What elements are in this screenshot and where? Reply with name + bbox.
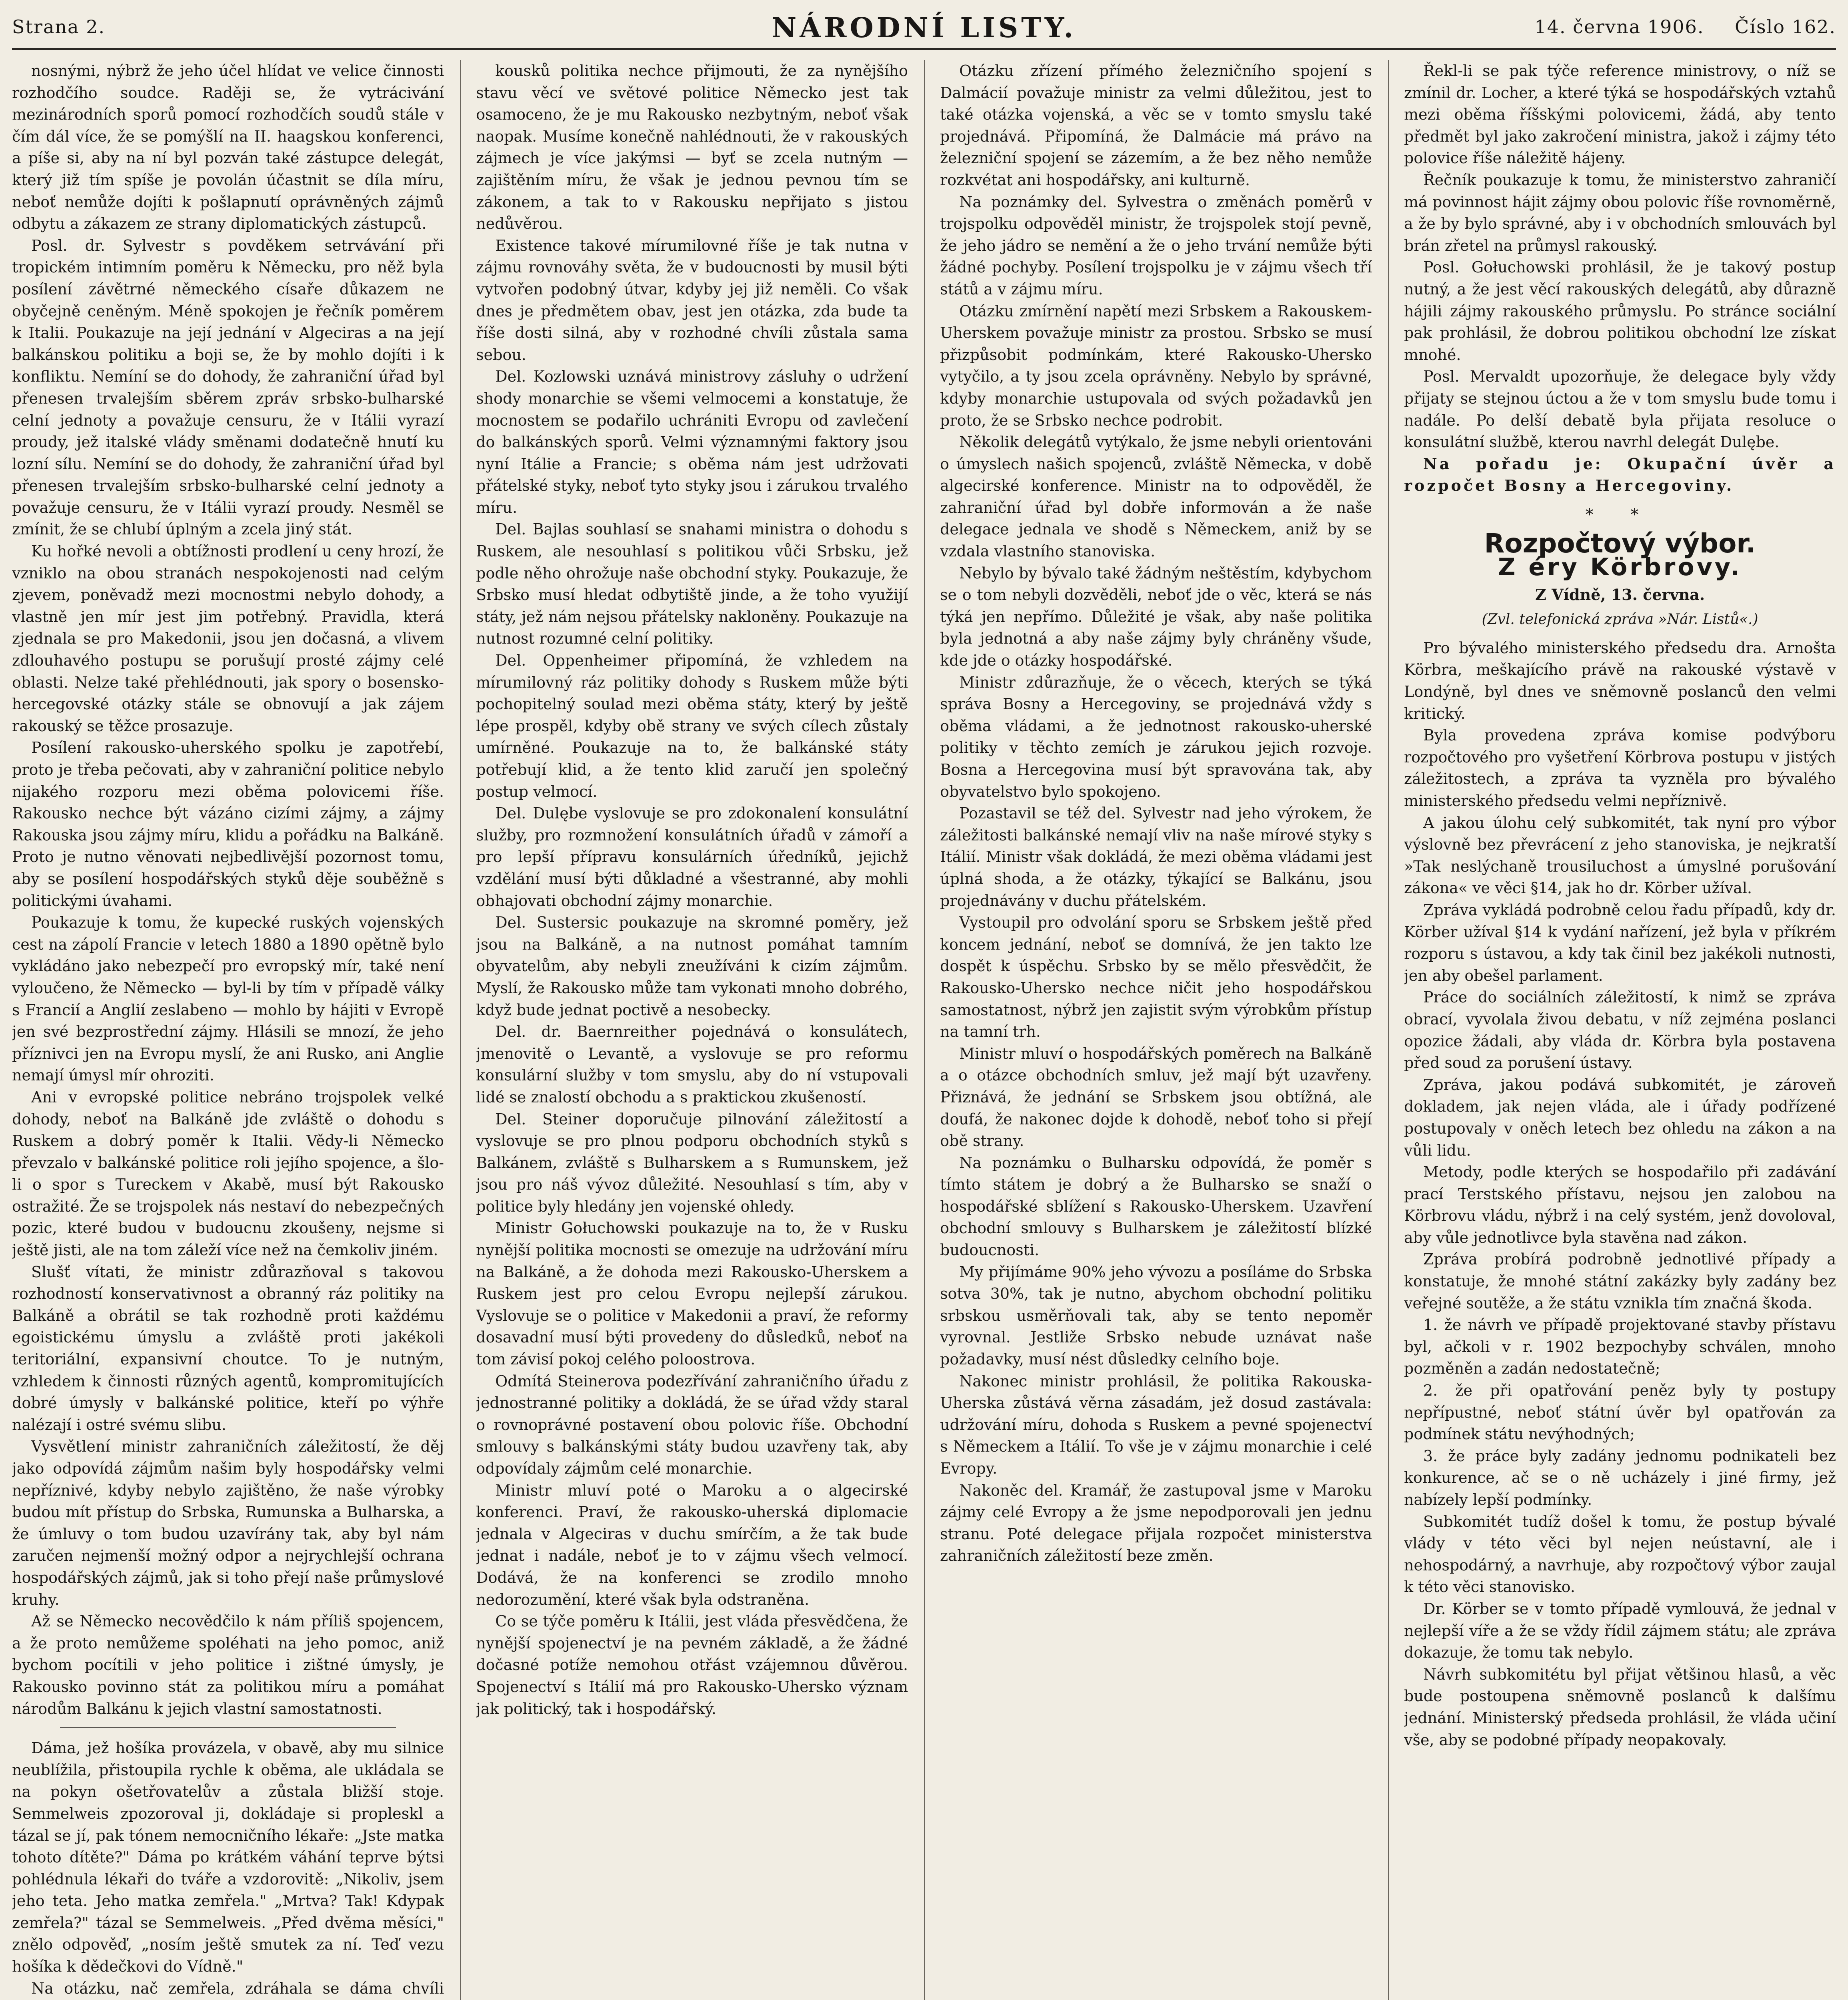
section-stars: * *	[1585, 505, 1655, 524]
article-paragraph: Co se týče poměru k Itálii, jest vláda přesvědčena, že nynější spojenectví je na pevném základě, a že žádné dočasné potíže nemohou otřást vzájemnou důvěrou. Spojenectví s Itálií má pro Rakousko-Uhersko význam jak politický, tak i hospodářský.	[476, 1612, 908, 1718]
article-paragraph: Byla provedena zpráva komise podvýboru rozpočtového pro vyšetření Körbrova postupu v jistých záležitostech, a zpráva ta vyzněla pro bývalého ministerského předsedu velmi nepříznivě.	[1404, 726, 1836, 810]
list-paragraph: 3. že práce byly zadány jednomu podnikateli bez konkurence, ač se o ně ucházely i jiné firmy, jež nabízely lepší podmínky.	[1404, 1447, 1836, 1508]
list-paragraph: 1. že návrh ve případě projektované stavby přístavu byl, ačkoli v r. 1902 bezpochyby schválen, mnoho pozměněn a zadán nedostatečně;	[1404, 1316, 1836, 1378]
article-paragraph: Ministr mluví o hospodářských poměrech na Balkáně a o otázce obchodních smluv, jež mají být uzavřeny. Přiznává, že jednání se Srbskem jsou obtížná, ale doufá, že nakonec dojde k dohodě, neboť toho si přejí obě strany.	[940, 1044, 1372, 1150]
article-paragraph: Na poznámky del. Sylvestra o změnách poměrů v trojspolku odpověděl ministr, že trojspolek stojí pevně, že jeho jádro se nemění a že o jeho trvání nemůže býti žádné pochyby. Posílení trojspolku je v zájmu všech tří států a v zájmu míru.	[940, 193, 1372, 298]
list-paragraph: 2. že při opatřování peněz byly ty postupy nepřípustné, neboť státní úvěr byl opatřován za podmínek státu nevýhodných;	[1404, 1382, 1836, 1443]
article-paragraph: nosnými, nýbrž že jeho účel hlídat ve velice činnosti rozhodčího soudce. Raději se, že vytrácivání mezinárodních sporů pomocí rozhodčích soudů stále v čím dál více, že se pomýšlí na II. haagskou konferenci, a píše si, aby na ní byl pozván také zástupce delegát, který již tím spíše je povolán účastnit se díla míru, neboť nemůže dojíti k pošlapnutí oprávněných zájmů odbytu a zákazem ze strany diplomatických zástupců.	[12, 62, 444, 233]
article-paragraph: Del. dr. Baernreither pojednává o konsulátech, jmenovitě o Levantě, a vyslovuje se pro reformu konsulární služby v tom smyslu, aby do ní vstupovali lidé se znalostí obchodu a s praktickou zkušeností.	[476, 1023, 908, 1106]
article-paragraph: Posl. dr. Sylvestr s povděkem setrvávání při tropickém intimním poměru k Německu, pro něž byla posílení závětrné německého císaře důkazem ne obyčejně ceněným. Méně spokojen je řečník poměrem k Italii. Poukazuje na její jednání v Algeciras a na její balkánskou politiku a boji se, že by mohlo dojíti i k konfliktu. Nemíní se do dohody, že zahraniční úřad byl přenesen trvalejším sběrem zpráv srbsko-bulharské celní jednoty a považuje censuru, že v Itálii vyrazí proudy, jež italské vlády směnami dodatečně hnutí ku lozní sílu. Nemíní se do dohody, že zahraniční úřad byl přenesen trvalejším srbsko-bulharské celní jednoty a považuje censuru, že v Itálii vyrazí proudy. Nesměl se zmínit, že se chlubí úplným a zcela jiný stát.	[12, 236, 444, 538]
article-paragraph: Del. Kozlowski uznává ministrovy zásluhy o udržení shody monarchie se všemi velmocemi a konstatuje, že mocnostem se podařilo uchrániti Evropu od zavlečení do balkánských sporů. Velmi významnými faktory jsou nyní Itálie a Francie; s oběma nám jest udržovati přátelské styky, neboť tyto styky jsou i zárukou trvalého míru.	[476, 368, 908, 516]
article-paragraph: Metody, podle kterých se hospodařilo při zadávání prací Terstského přístavu, nejsou jen zalobou na Körbrovu vládu, nýbrž i na celý systém, jenž dovoloval, aby vůle jednotlivce byla stavěna nad zákon.	[1404, 1163, 1836, 1246]
article-paragraph: Otázku zřízení přímého železničního spojení s Dalmácií považuje ministr za velmi důležitou, jest to také otázka vojenská, a věc se v tomto smyslu také projednává. Připomíná, že Dalmácie má právo na železniční spojení se zázemím, a že bez něho nemůže rozkvétat ani hospodářsky, ani kulturně.	[940, 62, 1372, 189]
article-paragraph: Poukazuje k tomu, že kupecké ruských vojenských cest na zápolí Francie v letech 1880 a 1890 opětně bylo vykládáno jako nebezpečí pro evropský mír, také není vyloučeno, že Německo — byl-li by tím v případě války s Francií a Anglií zeslabeno — mohlo by hájiti v Evropě jen své bezprostřední zájmy. Hlásili se mnozí, že jeho příznivci jen na Evropu myslí, že ani Rusko, ani Anglie nemají úmysl mír ohroziti.	[12, 914, 444, 1084]
feuilleton-paragraph: Na otázku, nač zemřela, zdráhala se dáma chvíli	[31, 1979, 444, 1997]
article-paragraph: Del. Oppenheimer připomíná, že vzhledem na mírumilovný ráz politiky dohody s Ruskem může býti pochopitelný soulad mezi oběma státy, který by ještě lépe prospěl, kdyby obě strany ve svých cílech zůstaly umírněné. Poukazuje na to, že balkánské státy potřebují klid, a že tento klid zaručí jen společný postup velmocí.	[476, 652, 908, 800]
column-rule	[1388, 60, 1389, 2000]
column-4	[1404, 60, 1836, 2000]
article-paragraph: Nakonec ministr prohlásil, že politika Rakouska-Uherska zůstává věrna zásadám, jež dosud zastávala: udržování míru, dohoda s Ruskem a pevné spojenectví s Německem a Itálií. To vše je v zájmu monarchie i celé Evropy.	[940, 1372, 1372, 1477]
article-paragraph: Del. Bajlas souhlasí se snahami ministra o dohodu s Ruskem, ale nesouhlasí s politikou vůči Srbsku, jež podle něho ohrožuje naše obchodní styky. Poukazuje, že Srbsko musí hledat odbytiště jinde, a že toho využijí státy, jež nám nejsou přátelsky nakloněny. Poukazuje na nutnost rozumné celní politiky.	[476, 520, 908, 648]
article-paragraph: A jakou úlohu celý subkomitét, tak nyní pro výbor výslovně bez převrácení z jeho stanoviska, je nejkratší »Tak neslýchaně trousiluchost a úmyslné porušování zákona« ve věci §14, jak ho dr. Körber užíval.	[1404, 814, 1836, 897]
article-paragraph: Práce do sociálních záležitostí, k nimž se zpráva obrací, vyvolala živou debatu, v níž zejména poslanci opozice žádali, aby vláda dr. Körbra byla postavena před soud za porušení ústavy.	[1404, 988, 1836, 1072]
article-paragraph: Zpráva probírá podrobně jednotlivé případy a konstatuje, že mnohé státní zakázky byly zadány bez veřejné soutěže, a že státu vznikla tím značná škoda.	[1404, 1250, 1836, 1312]
article-paragraph: Del. Sustersic poukazuje na skromné poměry, jež jsou na Balkáně, a na nutnost pomáhat tamním obyvatelům, aby nebyli zneužíváni k cizím zájmům. Myslí, že Rakousko může tam vykonati mnoho dobrého, když bude jednat poctivě a nesobecky.	[476, 914, 908, 1019]
article-paragraph: kousků politika nechce přijmouti, že za nynějšího stavu věcí ve světové politice Německo jest tak osamoceno, že je mu Rakousko nezbytným, neboť však naopak. Musíme konečně nahlédnouti, že v rakouských zájmech je více jakýmsi — byť se zcela nutným — zajištěním míru, že však je jednou pevnou tím se zákonem, a tak to v Rakousku nepřijato s jistou nedůvěrou.	[476, 62, 908, 233]
column-rule	[924, 60, 925, 2000]
article-paragraph: Ministr zdůrazňuje, že o věcech, kterých se týká správa Bosny a Hercegoviny, se projednává vždy s oběma vládami, a že jednotnost rakousko-uherské politiky v těchto zemích je zárukou jejich rozvoje. Bosna a Hercegovina musí být spravována tak, aby obyvatelstvo bylo spokojeno.	[940, 673, 1372, 800]
article-paragraph: Slušť vítati, že ministr zdůrazňoval s takovou rozhodností konservativnost a obranný ráz politiky na Balkáně a obrátil se tak rozhodně proti každému egoistickému úmyslu a zvláště proti jakékoli teritoriální, expansivní choutce. To je nutným, vzhledem k činnosti různých agentů, kompromitujících dobré úmysly v balkánské politice, kteří po výhře nalézají i ostré svému slibu.	[12, 1263, 444, 1434]
article-paragraph: Pro bývalého ministerského předsedu dra. Arnošta Körbra, meškajícího právě na rakouské výstavě v Londýně, byl dnes ve sněmovně poslanců den velmi kritický.	[1404, 639, 1836, 722]
article-paragraph: Řečník poukazuje k tomu, že ministerstvo zahraničí má povinnost hájit zájmy obou polovic říše rovnoměrně, a že by bylo správné, aby i v obchodních smlouvách byl brán zřetel na průmysl rakouský.	[1404, 171, 1836, 254]
article-paragraph: Několik delegátů vytýkalo, že jsme nebyli orientováni o úmyslech našich spojenců, zvláště Německa, v době algecirské konference. Ministr na to odpověděl, že zahraniční úřad byl dobře informován a že naše delegace jednala ve shodě s Německem, aniž by se vzdala vlastního stanoviska.	[940, 433, 1372, 560]
column-1	[12, 60, 444, 2000]
issue-date: 14. června 1906.	[1534, 16, 1704, 38]
article-paragraph: Vystoupil pro odvolání sporu se Srbskem ještě před koncem jednání, neboť se domnívá, že jen takto lze dospět k úspěchu. Srbsko by se mělo přesvědčit, že Rakousko-Uhersko nechce ničit jeho hospodářskou samostatnost, nýbrž jen zajistit svým výrobkům přístup na tamní trh.	[940, 914, 1372, 1041]
article-paragraph: Otázku zmírnění napětí mezi Srbskem a Rakouskem-Uherskem považuje ministr za prostou. Srbsko se musí přizpůsobit podmínkám, které Rakousko-Uhersko vytyčilo, a ty jsou zcela oprávněny. Nebylo by správné, kdyby monarchie ustupovala od svých požadavků jen proto, že se Srbsko nechce podrobit.	[940, 302, 1372, 429]
agenda-line: Na pořadu je: Okupační úvěr a rozpočet Bosny a Hercegoviny.	[1404, 454, 1836, 495]
article-paragraph: Na poznámku o Bulharsku odpovídá, že poměr s tímto státem je dobrý a že Bulharsko se snaží o hospodářské sblížení s Rakousko-Uherskem. Uzavření obchodní smlouvy s Bulharskem je záležitostí blízké budoucnosti.	[940, 1154, 1372, 1259]
article-paragraph: Zpráva, jakou podává subkomitét, je zároveň dokladem, jak nejen vláda, ale i úřady podřízené postupovaly v oněch letech bez ohledu na zákon a na vůli lidu.	[1404, 1076, 1836, 1159]
page-label: Strana 2.	[12, 16, 105, 38]
article-paragraph: Posl. Mervaldt upozorňuje, že delegace byly vždy přijaty se stejnou úctou a že v tom smyslu bude tomu i nadále. Po delší debatě byla přijata resoluce o konsulátní službě, kterou navrhl delegát Dulębe.	[1404, 368, 1836, 451]
article-paragraph: Subkomitét tudíž došel k tomu, že postup bývalé vlády v této věci byl nejen neústavní, ale i nehospodárný, a navrhuje, aby rozpočtový výbor zaujal k této věci stanovisko.	[1404, 1512, 1836, 1596]
article-paragraph: Až se Německo necovědčilo k nám příliš spojencem, a že proto nemůžeme spoléhati na jeho pomoc, aniž bychom pocítili v jeho politice i zištné úmysly, je Rakousko povinno stát za politikou míru a pomáhat národům Balkánu k jejich vlastní samostatnosti.	[12, 1612, 444, 1718]
column-rule	[460, 60, 461, 2000]
feuilleton-paragraph: Dáma, jež hošíka provázela, v obavě, aby mu silnice neublížila, přistoupila rychle k oběma, ale ukládala se na pokyn ošetřovatelův a zůstala bližší stoje. Semmelweis zpozoroval ji, dokládaje si propleskl a tázal se jí, pak tónem nemocničního lékaře: „Jste matka tohoto dítěte?" Dáma po krátkém váhání teprve býtsi pohlédnula lékaři do tváře a vzdorovitě: „Nikoliv, jsem jeho teta. Jeho matka zemřela." „Mrtva? Tak! Kdypak zemřela?" tázal se Semmelweis. „Před dvěma měsíci," znělo odpověď, „nosím ještě smutek za ní. Teď vezu hošíka k dědečkovi do Vídně."	[12, 1739, 444, 1976]
column-3	[940, 60, 1372, 2000]
section-subheading: Z éry Körbrovy.	[1498, 553, 1742, 582]
article-paragraph: Posílení rakousko-uherského spolku je zapotřebí, proto je třeba pečovati, aby v zahraniční politice nebylo nijakého rozporu mezi oběma polovicemi říše. Rakousko nechce být vázáno cizími zájmy, a zájmy Rakouska jsou zájmy míru, klidu a pořádku na Balkáně. Proto je nutno věnovati nejbedlivější pozornost tomu, aby se posílení hospodářských styků děje souběžně s politickými úvahami.	[12, 739, 444, 910]
article-paragraph: My přijímáme 90% jeho vývozu a posíláme do Srbska sotva 30%, tak je nutno, abychom obchodní politiku srbskou usměrňovali tak, aby se tento nepoměr vyrovnal. Jestliže Srbsko nebude uznávat naše požadavky, musí nést důsledky celního boje.	[940, 1263, 1372, 1368]
article-paragraph: Vysvětlení ministr zahraničních záležitostí, že děj jako odpovídá zájmům našim byly hospodářsky velmi nepříznivé, kdyby nebylo zajištěno, že naše výrobky budou mít přístup do Srbska, Rumunska a Bulharska, a že úmluvy o tom budou uzavírány tak, aby byl nám zaručen nejmenší možný odpor a nejrychlejší ochrana hospodářských zájmů, jak si toho přejí naše průmyslové kruhy.	[12, 1438, 444, 1608]
article-paragraph: Posl. Gołuchowski prohlásil, že je takový postup nutný, a že jest věcí rakouských delegátů, aby důrazně hájili zájmy rakouského průmyslu. Po stránce sociální pak prohlásil, že dobrou politikou obchodní lze získat mnohé.	[1404, 258, 1836, 364]
article-paragraph: Řekl-li se pak týče reference ministrovy, o níž se zmínil dr. Locher, a které týká se hospodářských vztahů mezi oběma říšskými polovicemi, žádá, aby tento předmět byl jako zakročení ministra, jakož i zájmy této polovice říše náležitě hájeny.	[1404, 62, 1836, 167]
article-paragraph: Ministr Gołuchowski poukazuje na to, že v Rusku nynější politika mocnosti se omezuje na udržování míru na Balkáně, a že dohoda mezi Rakousko-Uherskem a Ruskem jest pro celou Evropu nejlepší zárukou. Vyslovuje se o politice v Makedonii a praví, že reformy dosavadní musí býti provedeny do důsledků, neboť na tom závisí pokoj celého poloostrova.	[476, 1219, 908, 1368]
article-paragraph: Odmítá Steinerova podezřívání zahraničního úřadu z jednostranné politiky a dokládá, že se úřad vždy staral o rovnoprávné postavení obou polovic říše. Obchodní smlouvy s balkánskými státy budou uzavřeny tak, aby odpovídaly zájmům celé monarchie.	[476, 1372, 908, 1477]
article-paragraph: Nakoněc del. Kramář, že zastupoval jsme v Maroku zájmy celé Evropy a že jsme nepodporovali jen jednu stranu. Poté delegace přijala rozpočet ministerstva zahraničních záležitostí beze změn.	[940, 1481, 1372, 1565]
article-paragraph: Existence takové mírumilovné říše je tak nutna v zájmu rovnováhy světa, že v budoucnosti by musil býti vytvořen podobný útvar, kdyby jej již neměli. Co však dnes je předmětem obav, jest jen otázka, zda bude ta říše dosti silná, aby v rozhodné chvíli zůstala sama sebou.	[476, 236, 908, 364]
dateline-source: (Zvl. telefonická zpráva »Nár. Listů«.)	[1482, 611, 1758, 628]
article-paragraph: Pozastavil se též del. Sylvestr nad jeho výrokem, že záležitosti balkánské nemají vliv na naše mírové styky s Itálií. Ministr však dokládá, že mezi oběma vládami jest úplná shoda, a že otázky, týkající se Balkánu, jsou projednávány v duchu přátelském.	[940, 804, 1372, 910]
column-2	[476, 60, 908, 2000]
issue-info	[1510, 16, 1836, 38]
article-paragraph: Del. Steiner doporučuje pilnování záležitostí a vyslovuje se pro plnou podporu obchodních styků s Balkánem, zvláště s Bulharskem a s Rumunskem, jež jsou pro náš vývoz důležité. Nesouhlasí s tím, aby v politice byly hledány jen vojenské ohledy.	[476, 1110, 908, 1215]
newspaper-title: NÁRODNÍ LISTY.	[771, 12, 1077, 44]
issue-number: Číslo 162.	[1735, 16, 1836, 38]
article-paragraph: Nebylo by bývalo také žádným neštěstím, kdybychom se o tom nebyli dozvěděli, neboť jde o věc, která se nás týká jen nepřímo. Důležité je však, aby naše politika byla jednotná a aby naše zájmy byly chráněny všude, kde jde o otázky hospodářské.	[940, 564, 1372, 670]
feuilleton-separator	[60, 1727, 396, 1728]
article-paragraph: Návrh subkomitétu byl přijat většinou hlasů, a věc bude postoupena sněmovně poslanců k dalšímu jednání. Ministerský předseda prohlásil, že vláda učiní vše, aby se podobné případy neopakovaly.	[1404, 1665, 1836, 1749]
masthead	[12, 12, 1836, 50]
article-paragraph: Ku hořké nevoli a obtížnosti prodlení u ceny hrozí, že vzniklo na obou stranách nespokojenosti nad celým zjevem, poněvadž mezi mocnostmi nebylo dohody, a vlastně jen mír jest jim potřebný. Pravidla, která zjednala se pro Makedonii, jsou jen dočasná, a vlivem zdlouhavého postupu se porušují prosté zájmy celé oblasti. Nelze také přehlédnouti, jak spory o bosensko-hercegovské otázky stále se obnovují a jak zájem rakouský se těžce prosazuje.	[12, 542, 444, 735]
article-paragraph: Ministr mluví poté o Maroku a o algecirské konferenci. Praví, že rakousko-uherská diplomacie jednala v Algeciras v duchu smírčím, a že tak bude jednat i nadále, neboť je to v zájmu všech velmocí. Dodává, že na konferenci se zrodilo mnoho nedorozumění, které však byla odstraněna.	[476, 1481, 908, 1608]
article-paragraph: Zpráva vykládá podrobně celou řadu případů, kdy dr. Körber užíval §14 k vydání nařízení, jež byla v příkrém rozporu s ústavou, a kdy tak činil bez jakékoli nutnosti, jen aby obešel parlament.	[1404, 901, 1836, 984]
section-heading: Rozpočtový výbor.	[1484, 528, 1756, 559]
article-paragraph: Ani v evropské politice nebráno trojspolek velké dohody, neboť na Balkáně jde zvláště o dohodu s Ruskem a dobrý poměr k Italii. Vědy-li Německo převzalo v balkánské politice roli jejího spojence, a šlo-li o spor s Tureckem v Akabě, musí být Rakousko ostražité. Že se trojspolek nás nestaví do nebezpečných pozic, které budou v budoucnu zkoušeny, nejsme si ještě jisti, ale na tom záleží více než na čemkoliv jiném.	[12, 1088, 444, 1259]
article-paragraph: Dr. Körber se v tomto případě vymlouvá, že jednal v nejlepší víře a že se vždy řídil zájmem státu; ale zpráva dokazuje, že tomu tak nebylo.	[1404, 1600, 1836, 1662]
article-paragraph: Del. Dulębe vyslovuje se pro zdokonalení konsulátní služby, pro rozmnožení konsulátních úřadů v zámoří a pro lepší přípravu konsulárních úředníků, jejichž vzdělání musí býti důkladné a všestranné, aby mohli obhajovati obchodní zájmy monarchie.	[476, 804, 908, 910]
newspaper-page	[12, 12, 1836, 2000]
dateline: Z Vídně, 13. června.	[1535, 585, 1705, 604]
